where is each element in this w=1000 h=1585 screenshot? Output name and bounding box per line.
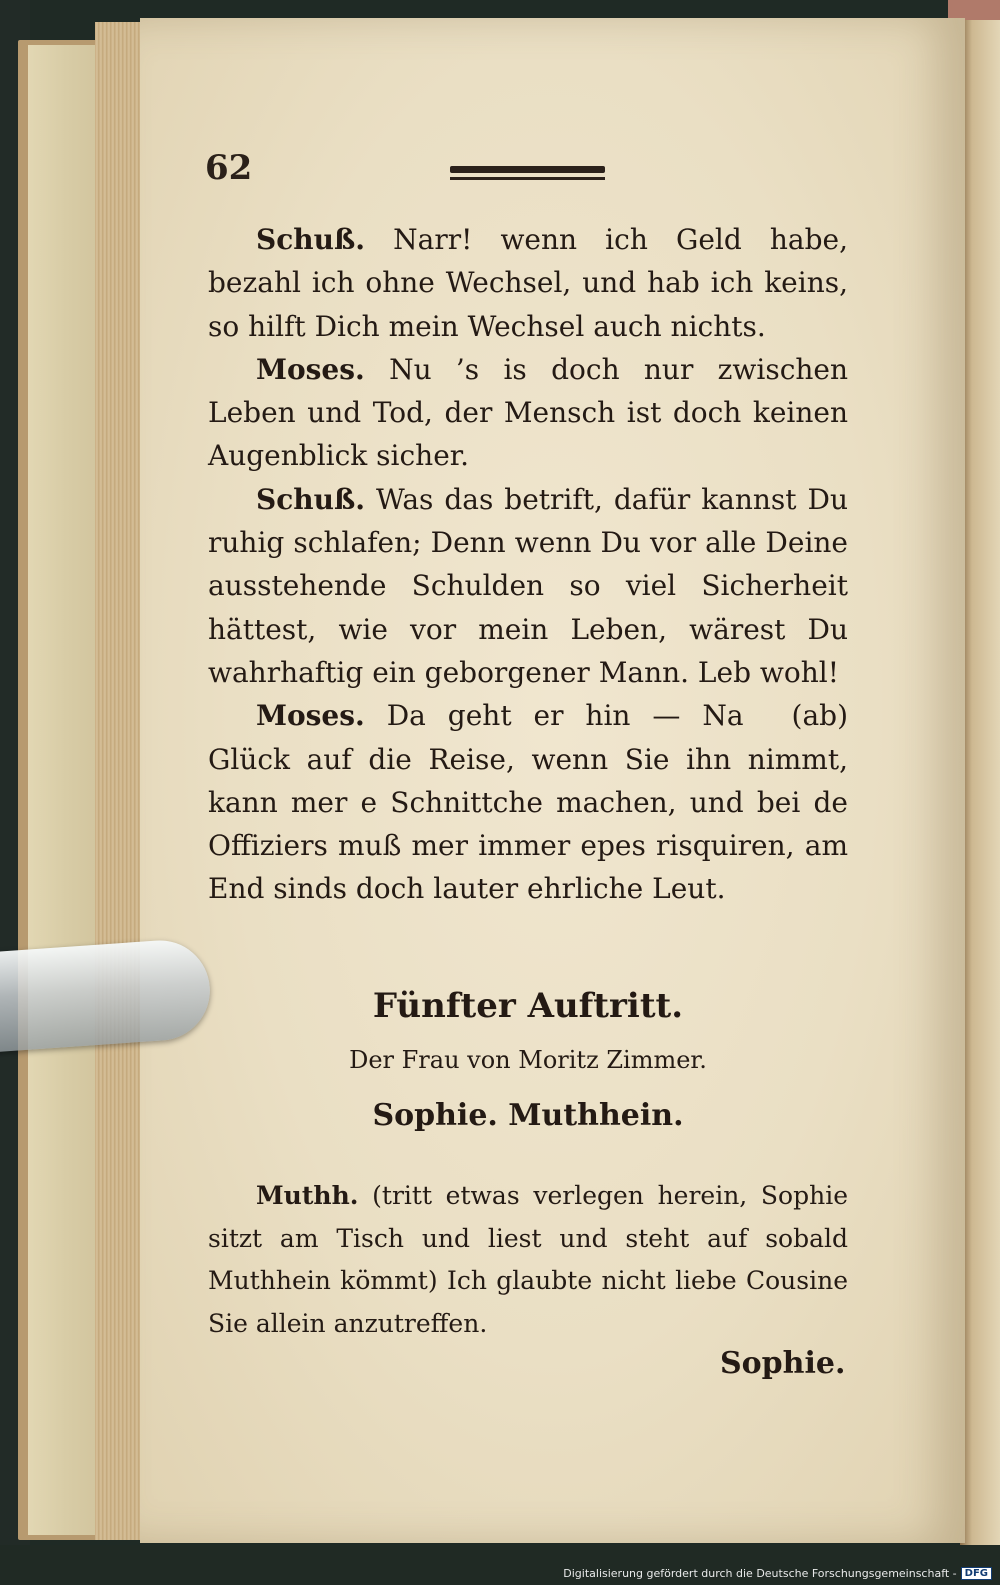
speaker-name: Moses. xyxy=(256,699,365,733)
page-number: 62 xyxy=(205,148,253,188)
header-rule-thin xyxy=(450,177,605,180)
dialogue-text: (tritt etwas verlegen herein, Sophie sitzt am Tisch und liest und steht auf sobald Muthhein kömmt) Ich glaubte nicht liebe Cousine Sie allein anzutreffen. xyxy=(208,1181,848,1338)
credit-text: Digitalisierung gefördert durch die Deutsche Forschungsgemeinschaft - xyxy=(563,1566,957,1580)
speaker-name: Muthh. xyxy=(256,1181,359,1210)
dialogue-paragraph xyxy=(208,218,848,348)
scene-title: Fünfter Auftritt. xyxy=(372,986,684,1026)
speaker-name: Schuß. xyxy=(256,482,366,516)
dialogue-block xyxy=(208,218,848,911)
dialogue-text: Da geht er hin — Na Glück auf die Reise, wenn Sie ihn nimmt, kann mer e Schnittche machen, und bei de Offiziers muß mer immer epes risquiren, am End sinds doch lauter ehrliche Leut. xyxy=(208,699,848,906)
dialogue-text: Nu ’s is doch nur zwischen Leben und Tod, der Mensch ist doch keinen Augenblick sicher. xyxy=(208,352,849,473)
glass-page-holder xyxy=(0,937,213,1053)
page-header xyxy=(205,148,845,198)
speaker-name: Moses. xyxy=(256,352,365,386)
dialogue-text: Narr! wenn ich Geld habe, bezahl ich ohne Wechsel, und hab ich keins, so hilft Dich mein Wechsel auch nichts. xyxy=(208,223,849,343)
scene-characters: Sophie. Muthhein. xyxy=(372,1098,684,1133)
top-right-edge xyxy=(948,0,1000,20)
dialogue-block-2 xyxy=(208,1175,848,1345)
speaker-name: Schuß. xyxy=(256,223,366,256)
dialogue-text: Was das betrift, dafür kannst Du ruhig schlafen; Denn wenn Du vor alle Deine ausstehende Schulden so viel Sicherheit hättest, wie vor mein Leben, wärest Du wahrhaftig ein geborgener Mann. Leb wohl! xyxy=(208,482,848,689)
dialogue-paragraph xyxy=(208,348,848,478)
funding-credit xyxy=(563,1565,992,1581)
next-page-edge xyxy=(960,15,1000,1545)
stage-direction: (ab) xyxy=(791,699,848,733)
dfg-logo: DFG xyxy=(961,1567,992,1580)
scene-heading xyxy=(208,980,848,1144)
dialogue-paragraph xyxy=(208,1175,848,1345)
catchword: Sophie. xyxy=(720,1346,846,1381)
scene-location: Der Frau von Moritz Zimmer. xyxy=(349,1046,707,1074)
header-rule xyxy=(450,166,605,173)
